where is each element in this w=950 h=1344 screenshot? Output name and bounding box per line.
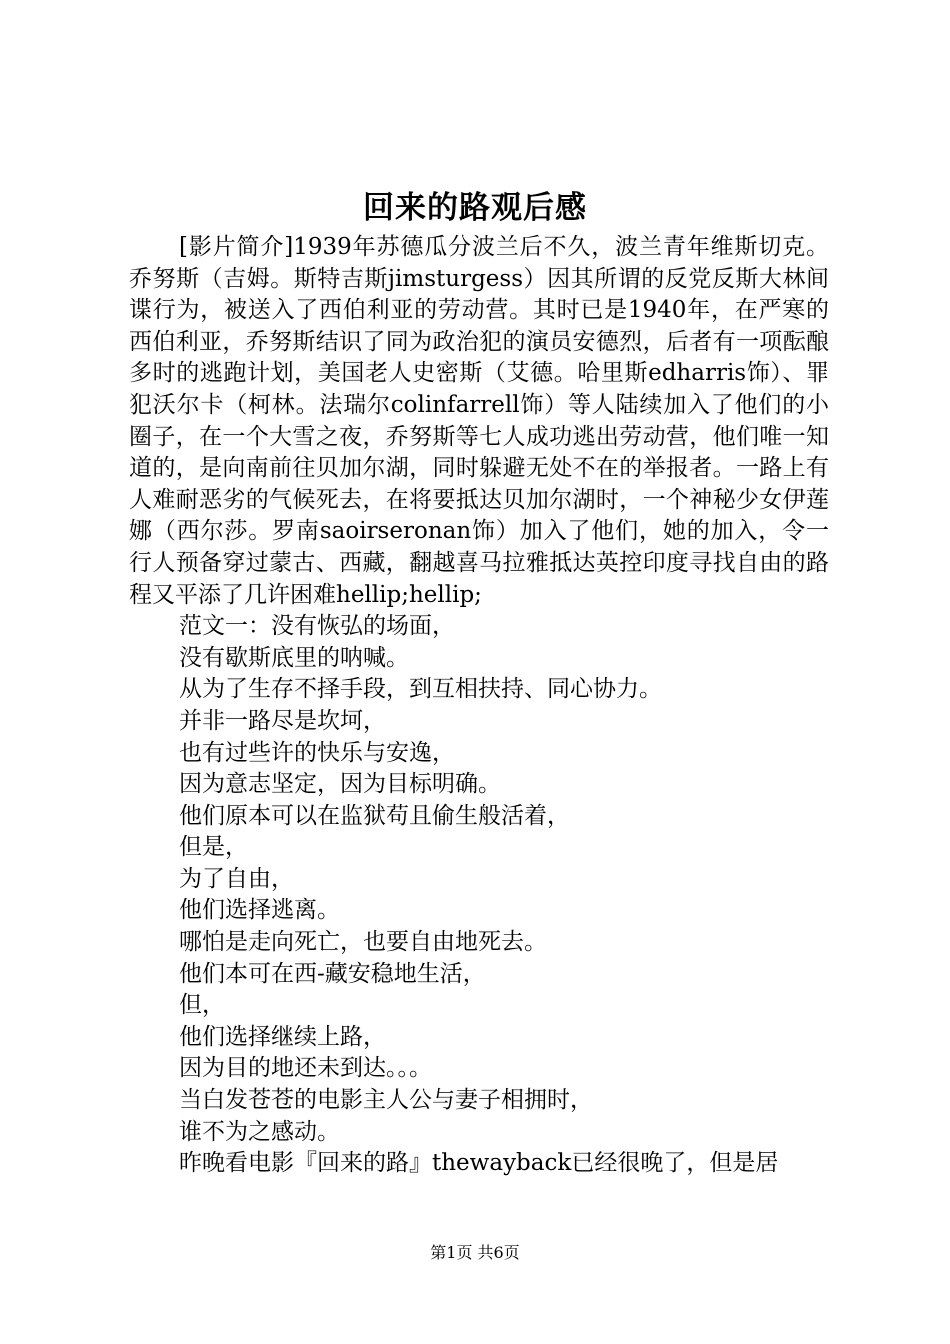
body-line: 他们选择继续上路，	[179, 1023, 386, 1050]
body-line: 他们选择逃离。	[179, 897, 340, 924]
body-line: 昨晚看电影『回来的路』thewayback已经很晚了，但是居	[179, 1150, 779, 1177]
body-line: 从为了生存不择手段，到互相扶持、同心协力。	[179, 676, 662, 703]
body-line: 他们本可在西-藏安稳地生活，	[179, 960, 486, 987]
document-title: 回来的路观后感	[363, 190, 587, 226]
body-line: 但是，	[179, 834, 248, 861]
page-footer: 第1页 共6页	[430, 1243, 520, 1262]
body-line: 因为意志坚定，因为目标明确。	[179, 771, 501, 798]
body-line: 为了自由，	[179, 865, 294, 892]
body-line: 因为目的地还未到达。。。	[179, 1055, 432, 1082]
intro-paragraph: [影片简介]1939年苏德瓜分波兰后不久，波兰青年维斯切克。乔努斯（吉姆。斯特吉斯jimsturgess）因其所谓的反党反斯大林间谍行为，被送入了西伯利亚的劳动营。其时已是1940年，在严寒的西伯利亚，乔努斯结识了同为政治犯的演员安德烈，后者有一项酝酿多时的逃跑计划，美国老人史密斯（艾德。哈里斯edharris饰）、罪犯沃尔卡（柯林。法瑞尔colinfarrell饰）等人陆续加入了他们的小圈子，在一个大雪之夜，乔努斯等七人成功逃出劳动营，他们唯一知道的，是向南前往贝加尔湖，同时躲避无处不在的举报者。一路上有人难耐恶劣的气候死去，在将要抵达贝加尔湖时，一个神秘少女伊莲娜（西尔莎。罗南saoirseronan饰）加入了他们，她的加入，令一行人预备穿过蒙古、西藏，翻越喜马拉雅抵达英控印度寻找自由的路程又平添了几许困难hellip;hellip;	[129, 234, 829, 608]
body-line: 当白发苍苍的电影主人公与妻子相拥时，	[179, 1087, 593, 1114]
body-line: 他们原本可以在监狱苟且偷生般活着，	[179, 802, 570, 829]
body-line: 并非一路尽是坎坷，	[179, 707, 386, 734]
body-line: 范文一：没有恢弘的场面，	[179, 613, 455, 640]
body-line: 没有歇斯底里的呐喊。	[179, 644, 409, 671]
body-line: 也有过些许的快乐与安逸，	[179, 739, 455, 766]
body-line: 哪怕是走向死亡，也要自由地死去。	[179, 929, 547, 956]
body-line: 谁不为之感动。	[179, 1118, 340, 1145]
document-body	[129, 232, 829, 1180]
body-line: 但，	[179, 992, 225, 1019]
